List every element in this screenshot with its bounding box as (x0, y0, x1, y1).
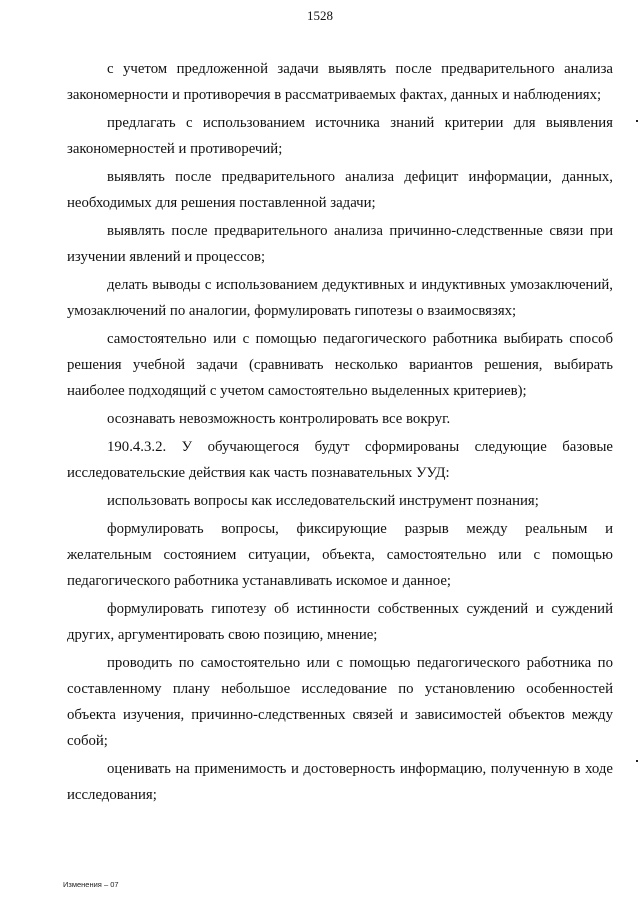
paragraph: формулировать вопросы, фиксирующие разрыв между реальным и желательным состоянием ситуации, объекта, самостоятельно или с помощью педагогического работника устанавливать искомое и данное; (67, 521, 613, 589)
footer-revision-note: Изменения – 07 (63, 880, 119, 889)
paragraph: 190.4.3.2. У обучающегося будут сформированы следующие базовые исследовательские действия как часть познавательных УУД: (67, 439, 613, 481)
paragraph: самостоятельно или с помощью педагогического работника выбирать способ решения учебной задачи (сравнивать несколько вариантов решения, выбирать наиболее подходящий с учетом самостоятельно выделенных критериев); (67, 331, 613, 399)
scan-speck (636, 760, 638, 762)
paragraph: предлагать с использованием источника знаний критерии для выявления закономерностей и противоречий; (67, 115, 613, 157)
page-number: 1528 (307, 8, 333, 23)
paragraph: осознавать невозможность контролировать все вокруг. (107, 411, 451, 427)
document-body (67, 56, 613, 810)
paragraph: использовать вопросы как исследовательский инструмент познания; (107, 493, 539, 509)
scan-speck (636, 120, 638, 122)
paragraph: делать выводы с использованием дедуктивных и индуктивных умозаключений, умозаключений по аналогии, формулировать гипотезы о взаимосвязях; (67, 277, 613, 319)
paragraph: проводить по самостоятельно или с помощью педагогического работника по составленному плану небольшое исследование по установлению особенностей объекта изучения, причинно-следственных связей и зависимостей объектов между собой; (67, 655, 613, 749)
paragraph: выявлять после предварительного анализа дефицит информации, данных, необходимых для решения поставленной задачи; (67, 169, 613, 211)
paragraph: выявлять после предварительного анализа причинно-следственные связи при изучении явлений и процессов; (67, 223, 613, 265)
paragraph: с учетом предложенной задачи выявлять после предварительного анализа закономерности и противоречия в рассматриваемых фактах, данных и наблюдениях; (67, 61, 613, 103)
paragraph: оценивать на применимость и достоверность информацию, полученную в ходе исследования; (67, 761, 613, 803)
paragraph: формулировать гипотезу об истинности собственных суждений и суждений других, аргументировать свою позицию, мнение; (67, 601, 613, 643)
